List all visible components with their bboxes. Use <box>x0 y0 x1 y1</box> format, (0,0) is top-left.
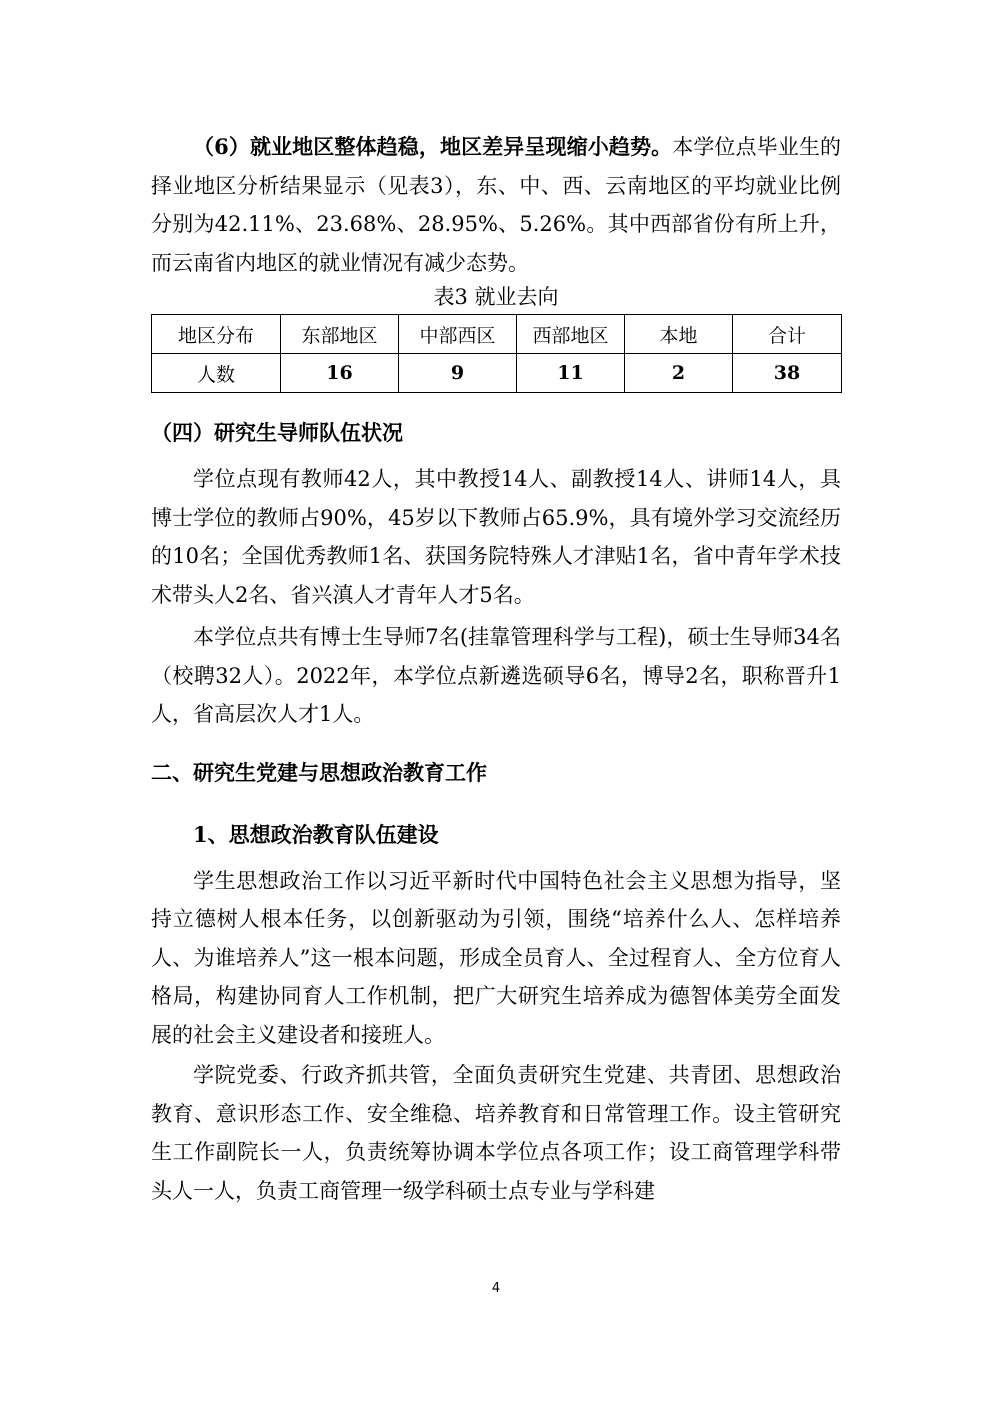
document-page <box>151 128 841 1210</box>
subsection-heading-team-building: 1、思想政治教育队伍建设 <box>193 821 439 847</box>
paragraph-faculty: 学位点现有教师42人，其中教授14人、副教授14人、讲师14人，具博士学位的教师占90%，45岁以下教师占65.9%，具有境外学习交流经历的10名；全国优秀教师1名、获国务院特殊人才津贴1名，省中青年学术技术带头人2名、省兴滇人才青年人才5名。 <box>151 467 841 607</box>
table-header-cell: 合计 <box>733 315 842 354</box>
table-cell: 16 <box>281 354 399 393</box>
table-header-cell: 中部西区 <box>399 315 517 354</box>
table-header-cell: 西部地区 <box>517 315 625 354</box>
table-cell: 人数 <box>152 354 281 393</box>
table-cell: 11 <box>517 354 625 393</box>
table-header-cell: 本地 <box>625 315 733 354</box>
paragraph-lead-heading: （6）就业地区整体趋稳，地区差异呈现缩小趋势。 <box>193 134 673 159</box>
table-row <box>152 354 842 393</box>
table-header-cell: 东部地区 <box>281 315 399 354</box>
table-header-row <box>152 315 842 354</box>
page-number: 4 <box>491 1281 501 1296</box>
section-heading-supervisors: （四）研究生导师队伍状况 <box>151 420 403 445</box>
table-caption: 表3 就业去向 <box>433 285 559 309</box>
paragraph-ideology-work: 学生思想政治工作以习近平新时代中国特色社会主义思想为指导，坚持立德树人根本任务，以创新驱动为引领，围绕“培养什么人、怎样培养人、为谁培养人”这一根本问题，形成全员育人、全过程育人、全方位育人格局，构建协同育人工作机制，把广大研究生培养成为德智体美劳全面发展的社会主义建设者和接班人。 <box>151 868 841 1047</box>
paragraph-employment-region <box>151 128 841 282</box>
paragraph-supervisors: 本学位点共有博士生导师7名(挂靠管理科学与工程)，硕士生导师34名（校聘32人）。2022年，本学位点新遴选硕导6名，博导2名，职称晋升1人，省高层次人才1人。 <box>151 625 841 726</box>
table-cell: 38 <box>733 354 842 393</box>
employment-destination-table <box>151 314 842 393</box>
table-header-cell: 地区分布 <box>152 315 281 354</box>
section-heading-party-building: 二、研究生党建与思想政治教育工作 <box>151 759 487 785</box>
table-cell: 9 <box>399 354 517 393</box>
table-cell: 2 <box>625 354 733 393</box>
paragraph-management: 学院党委、行政齐抓共管，全面负责研究生党建、共青团、思想政治教育、意识形态工作、安全维稳、培养教育和日常管理工作。设主管研究生工作副院长一人，负责统筹协调本学位点各项工作；设工商管理学科带头人一人，负责工商管理一级学科硕士点专业与学科建 <box>151 1063 841 1203</box>
paragraph-body: 本学位点毕业生的择业地区分析结果显示（见表3），东、中、西、云南地区的平均就业比例分别为42.11%、23.68%、28.95%、5.26%。其中西部省份有所上升，而云南省内地区的就业情况有减少态势。 <box>151 135 841 275</box>
